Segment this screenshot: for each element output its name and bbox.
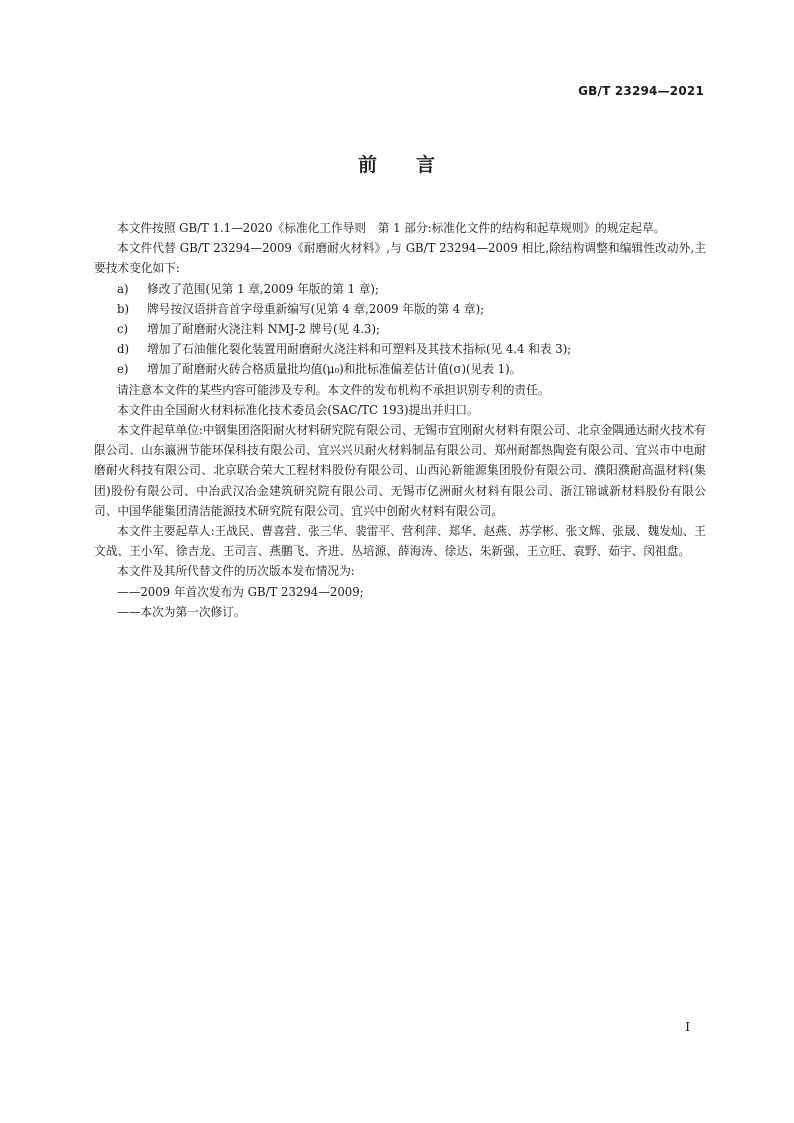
page-title-part1: 前 <box>357 154 378 176</box>
page-number: I <box>685 1020 690 1034</box>
drafting-rules-paragraph: 本文件按照 GB/T 1.1—2020《标准化工作导则 第 1 部分:标准化文件的结构和起草规则》的规定起草。 <box>117 221 666 235</box>
history-item: ——本次为第一次修订。 <box>117 604 246 619</box>
drafting-units-paragraph: 本文件起草单位:中钢集团洛阳耐火材料研究院有限公司、无锡市宜刚耐火材料有限公司、北京金隅通达耐火技术有限公司、山东瀛洲节能环保科技有限公司、宜兴兴贝耐火材料制品有限公司、郑州耐都热陶瓷有限公司、宜兴市中电耐磨耐火科技有限公司、北京联合荣大工程材料股份有限公司、山西沁新能源集团股份有限公司、濮阳濮耐高温材料(集团)股份有限公司、中冶武汉冶金建筑研究院有限公司、无锡市亿洲耐火材料有限公司、浙江锦诚新材料股份有限公司、中国华能集团清洁能源技术研究院有限公司、宜兴中创耐火材料有限公司。 <box>94 423 706 518</box>
change-item-mark: d) <box>117 342 130 357</box>
change-item-text: 增加了耐磨耐火浇注料 NMJ-2 牌号(见 4.3); <box>147 322 380 337</box>
change-item-text: 牌号按汉语拼音首字母重新编写(见第 4 章,2009 年版的第 4 章); <box>147 301 485 316</box>
change-item <box>94 319 706 339</box>
change-item-mark: a) <box>117 281 129 296</box>
change-item-text: 修改了范围(见第 1 章,2009 年版的第 1 章); <box>147 281 379 296</box>
change-item <box>94 339 706 359</box>
change-item <box>94 359 706 379</box>
patent-notice-paragraph: 请注意本文件的某些内容可能涉及专利。本文件的发布机构不承担识别专利的责任。 <box>117 382 550 397</box>
standard-number: GB/T 23294—2021 <box>578 84 704 98</box>
page-title-part2: 言 <box>416 154 437 176</box>
change-item-mark: e) <box>117 362 129 377</box>
change-item-text: 增加了石油催化裂化装置用耐磨耐火浇注料和可塑料及其技术指标(见 4.4 和表 3); <box>147 342 572 357</box>
history-intro-paragraph: 本文件及其所代替文件的历次版本发布情况为: <box>117 564 355 579</box>
proposer-paragraph: 本文件由全国耐火材料标准化技术委员会(SAC/TC 193)提出并归口。 <box>117 402 479 417</box>
page-title <box>0 150 794 177</box>
drafters-paragraph: 本文件主要起草人:王战民、曹喜营、张三华、裴雷平、营利萍、郑华、赵燕、苏学彬、张文辉、张晟、魏发灿、王文战、王小军、徐吉龙、王司言、燕鹏飞、齐进、丛培源、薛海涛、徐达、朱新强、王立旺、袁野、茹宇、闵祖盘。 <box>94 524 706 559</box>
change-item-mark: b) <box>117 301 130 316</box>
change-item-mark: c) <box>117 322 129 337</box>
change-item <box>94 299 706 319</box>
foreword-body <box>94 218 706 622</box>
change-item-text: 增加了耐磨耐火砖合格质量批均值(μ₀)和批标准偏差估计值(σ)(见表 1)。 <box>147 362 522 377</box>
replacement-paragraph: 本文件代替 GB/T 23294—2009《耐磨耐火材料》,与 GB/T 23294—2009 相比,除结构调整和编辑性改动外,主要技术变化如下: <box>94 241 706 276</box>
history-item: ——2009 年首次发布为 GB/T 23294—2009; <box>117 584 364 599</box>
change-item <box>94 279 706 299</box>
